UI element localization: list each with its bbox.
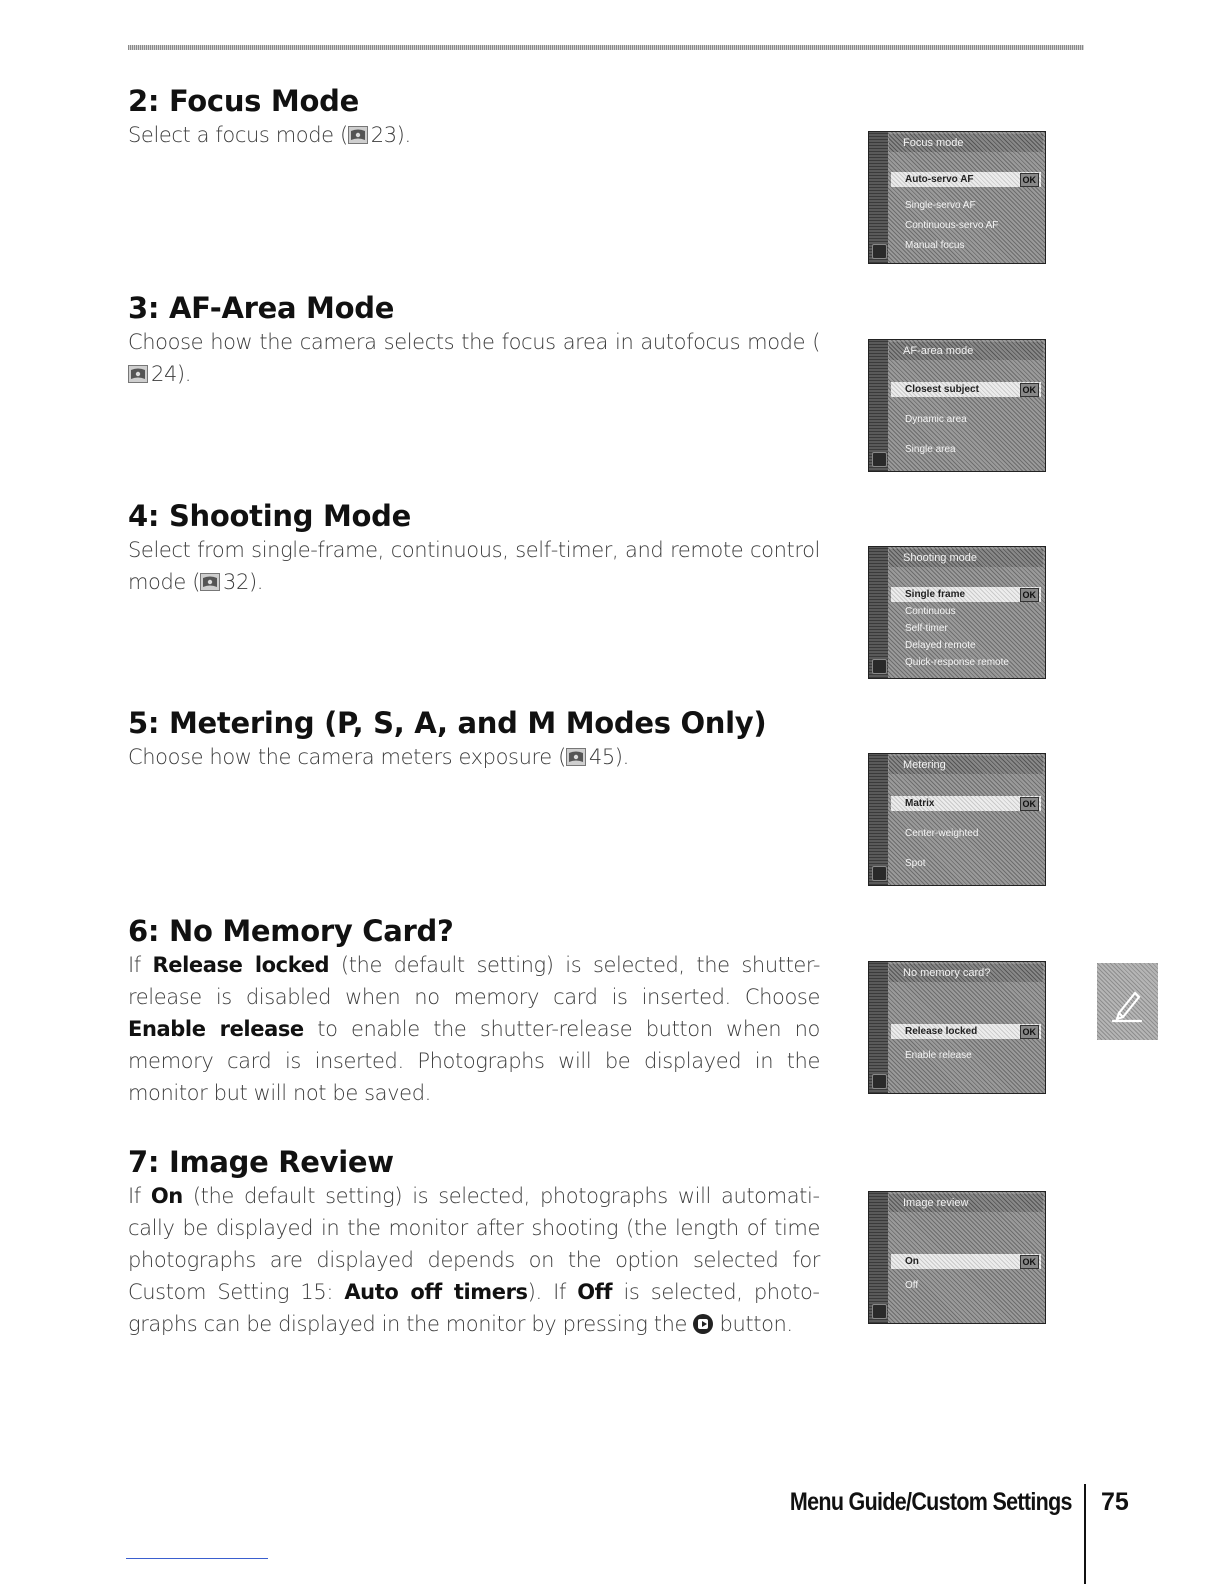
footer-title: Menu Guide/Custom Settings bbox=[790, 1488, 1072, 1516]
help-icon bbox=[872, 452, 887, 467]
body-text: is selected, photographs can be displayed in the monitor by pressing the bbox=[128, 1280, 820, 1336]
body-text: (the default setting) is selected, the shutter-release is disabled when no memory card is inserted. Choose bbox=[128, 953, 821, 1009]
camera-menu-screenshot bbox=[868, 1191, 1046, 1324]
page-reference-icon bbox=[128, 365, 148, 383]
ok-badge: OK bbox=[1020, 383, 1040, 397]
screen-option-label: On bbox=[905, 1256, 919, 1267]
camera-menu-screenshot bbox=[868, 546, 1046, 679]
bottom-link-line bbox=[126, 1558, 268, 1559]
body-text: to enable the shutter-release button when no memory card is inserted. Photographs will be displayed in the monitor but will not be saved. bbox=[128, 1017, 820, 1105]
footer-divider bbox=[1084, 1484, 1086, 1584]
body-text: 23). bbox=[370, 123, 411, 147]
section bbox=[128, 83, 820, 151]
section-heading: 2: Focus Mode bbox=[128, 84, 359, 118]
help-icon bbox=[872, 1304, 887, 1319]
section-body bbox=[128, 1180, 820, 1340]
screen-option-label: Single frame bbox=[905, 589, 966, 600]
side-tab-custom-settings bbox=[1097, 963, 1158, 1040]
screen-option bbox=[891, 1024, 1041, 1039]
body-text: If bbox=[128, 1184, 151, 1208]
screen-option bbox=[891, 621, 1041, 636]
camera-menu-screenshot bbox=[868, 961, 1046, 1094]
body-bold-term: On bbox=[150, 1184, 183, 1208]
playback-button-icon bbox=[693, 1314, 713, 1334]
page-reference-icon bbox=[200, 573, 220, 591]
screen-title: Image review bbox=[889, 1194, 1043, 1212]
page-number: 75 bbox=[1101, 1488, 1129, 1516]
screen-option-label: Center-weighted bbox=[905, 828, 979, 839]
menu-tab-strip bbox=[869, 1192, 888, 1323]
section bbox=[128, 705, 820, 773]
body-text: Select from single-frame, continuous, self-timer, and remote control mode ( bbox=[128, 538, 820, 594]
camera-menu-screenshot bbox=[868, 753, 1046, 886]
screen-option bbox=[891, 172, 1041, 187]
screen-option-label: Spot bbox=[905, 858, 926, 869]
screen-option-label: Single area bbox=[905, 444, 956, 455]
screen-option-label: Closest subject bbox=[905, 384, 979, 395]
screen-option-label: Delayed remote bbox=[905, 640, 976, 651]
screen-option bbox=[891, 382, 1041, 397]
ok-badge: OK bbox=[1020, 1025, 1040, 1039]
screen-title: No memory card? bbox=[889, 964, 1043, 982]
section bbox=[128, 913, 820, 1109]
screen-option bbox=[891, 587, 1041, 602]
section bbox=[128, 290, 820, 390]
help-icon bbox=[872, 1074, 887, 1089]
section-heading: 5: Metering (P, S, A, and M Modes Only) bbox=[128, 706, 767, 740]
body-bold-term: Auto off timers bbox=[344, 1280, 528, 1304]
body-text: 45). bbox=[588, 745, 629, 769]
body-text: ). If bbox=[527, 1280, 578, 1304]
screen-option bbox=[891, 198, 1041, 213]
body-text: Select a focus mode ( bbox=[128, 123, 348, 147]
screen-option bbox=[891, 442, 1041, 457]
ok-badge: OK bbox=[1020, 1255, 1040, 1269]
screen-option-label: Enable release bbox=[905, 1050, 972, 1061]
menu-tab-strip bbox=[869, 754, 888, 885]
section-heading: 7: Image Review bbox=[128, 1145, 394, 1179]
help-icon bbox=[872, 244, 887, 259]
section-body bbox=[128, 949, 820, 1109]
screen-option bbox=[891, 604, 1041, 619]
screen-title: AF-area mode bbox=[889, 342, 1043, 360]
screen-option bbox=[891, 1278, 1041, 1293]
body-text: If bbox=[128, 953, 153, 977]
ok-badge: OK bbox=[1020, 173, 1040, 187]
screen-option bbox=[891, 826, 1041, 841]
screen-title: Shooting mode bbox=[889, 549, 1043, 567]
body-bold-term: Enable release bbox=[128, 1017, 304, 1041]
ok-badge: OK bbox=[1020, 588, 1040, 602]
screen-option-label: Continuous bbox=[905, 606, 956, 617]
screen-option bbox=[891, 412, 1041, 427]
help-icon bbox=[872, 866, 887, 881]
screen-option bbox=[891, 238, 1041, 253]
body-text: (the default setting) is selected, photographs will automatically be displayed in the monitor after shooting (the length of time photographs are displayed depends on the option selected for Custom Setting 15: bbox=[128, 1184, 821, 1304]
screen-option-label: Release locked bbox=[905, 1026, 978, 1037]
body-text: 24). bbox=[151, 362, 191, 386]
screen-title: Metering bbox=[889, 756, 1043, 774]
screen-option-label: Continuous-servo AF bbox=[905, 220, 999, 231]
section-body bbox=[128, 326, 820, 390]
screen-option bbox=[891, 796, 1041, 811]
screen-option bbox=[891, 655, 1041, 670]
section-body bbox=[128, 741, 820, 773]
section-heading: 3: AF-Area Mode bbox=[128, 291, 395, 325]
section-body bbox=[128, 534, 820, 598]
screen-option-label: Single-servo AF bbox=[905, 200, 976, 211]
screen-option-label: Quick-response remote bbox=[905, 657, 1009, 668]
menu-tab-strip bbox=[869, 962, 888, 1093]
help-icon bbox=[872, 659, 887, 674]
body-text: Choose how the camera selects the focus area in autofocus mode ( bbox=[128, 330, 820, 354]
screen-option-label: Dynamic area bbox=[905, 414, 967, 425]
screen-option bbox=[891, 856, 1041, 871]
screen-option-label: Self-timer bbox=[905, 623, 948, 634]
body-bold-term: Off bbox=[577, 1280, 613, 1304]
body-text: button. bbox=[713, 1312, 793, 1336]
screen-option-label: Auto-servo AF bbox=[905, 174, 974, 185]
section bbox=[128, 1144, 820, 1340]
menu-tab-strip bbox=[869, 132, 888, 263]
screen-option bbox=[891, 1048, 1041, 1063]
ok-badge: OK bbox=[1020, 797, 1040, 811]
section bbox=[128, 498, 820, 598]
screen-option-label: Off bbox=[905, 1280, 919, 1291]
page-reference-icon bbox=[566, 748, 586, 766]
menu-tab-strip bbox=[869, 547, 888, 678]
menu-tab-strip bbox=[869, 340, 888, 471]
body-text: Choose how the camera meters exposure ( bbox=[128, 745, 566, 769]
section-heading: 6: No Memory Card? bbox=[128, 914, 454, 948]
section-heading: 4: Shooting Mode bbox=[128, 499, 411, 533]
screen-option-label: Matrix bbox=[905, 798, 935, 809]
screen-option bbox=[891, 218, 1041, 233]
screen-option bbox=[891, 1254, 1041, 1269]
page-reference-icon bbox=[348, 126, 368, 144]
camera-menu-screenshot bbox=[868, 339, 1046, 472]
section-body bbox=[128, 119, 820, 151]
body-text: 32). bbox=[223, 570, 264, 594]
pencil-icon bbox=[1097, 963, 1158, 1040]
screen-option-label: Manual focus bbox=[905, 240, 965, 251]
screen-option bbox=[891, 638, 1041, 653]
body-bold-term: Release locked bbox=[152, 953, 330, 977]
screen-title: Focus mode bbox=[889, 134, 1043, 152]
camera-menu-screenshot bbox=[868, 131, 1046, 264]
top-rule bbox=[128, 45, 1084, 50]
